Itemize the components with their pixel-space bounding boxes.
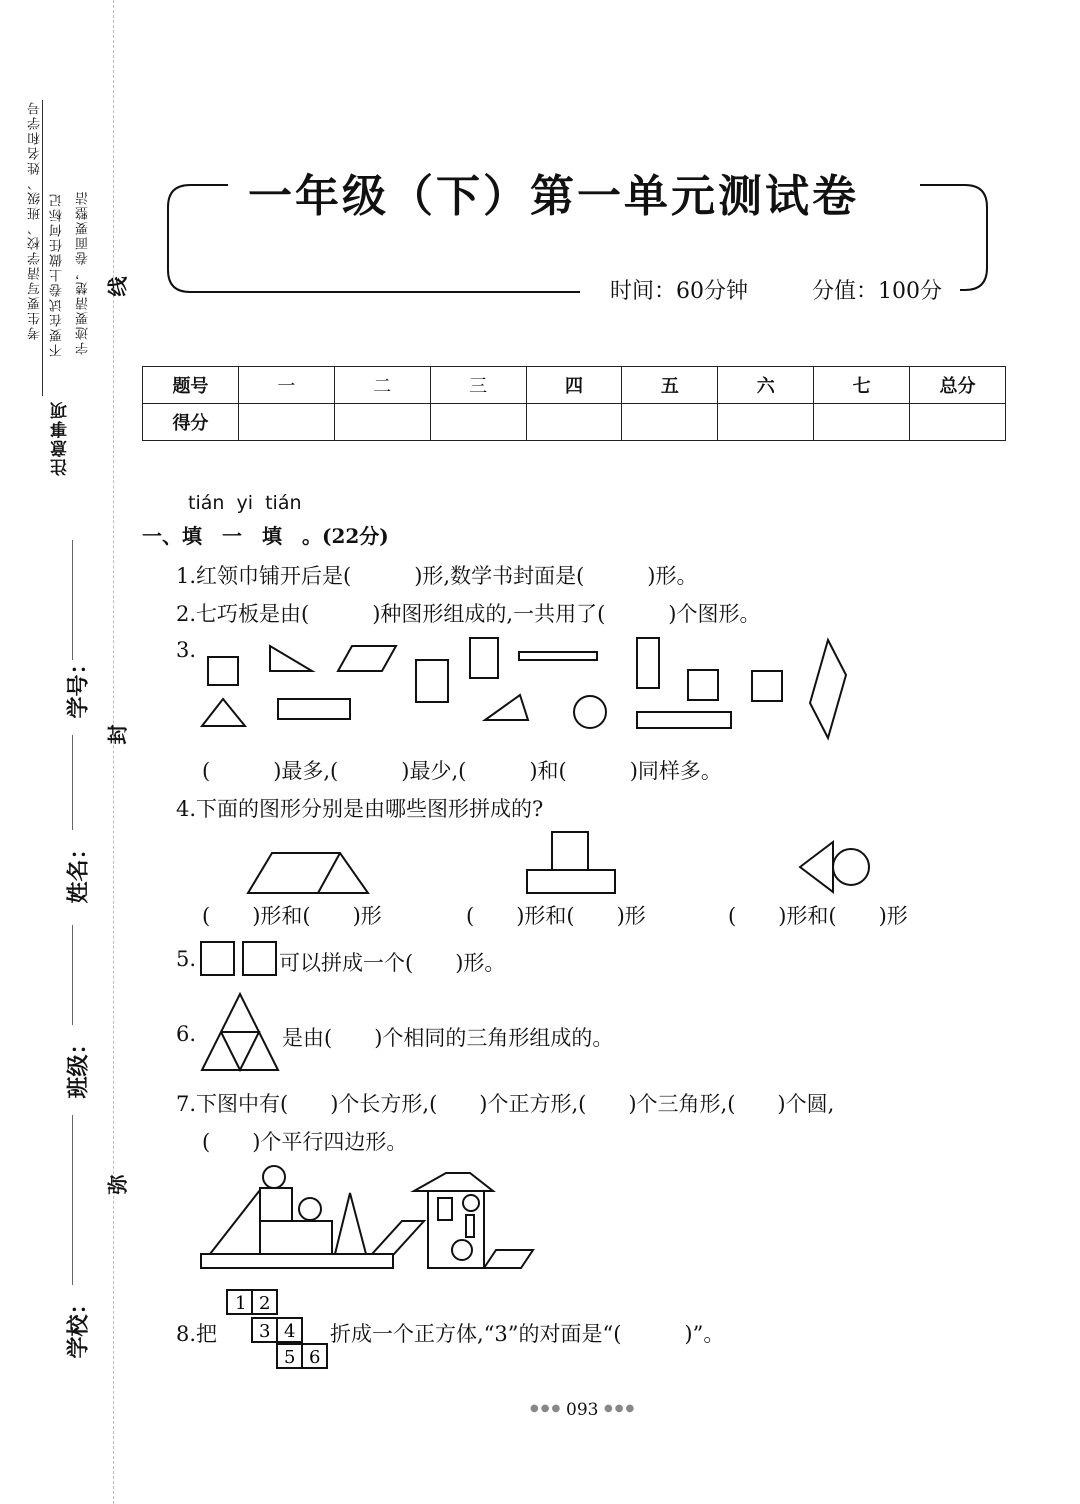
question-3-number: 3. (176, 638, 197, 662)
cut-mark-mi: 弥 (105, 1174, 130, 1195)
notice-line-2: 不要在试卷上做任何标记 (50, 192, 65, 357)
table-cell: 二 (334, 367, 430, 404)
net-number: 3 (259, 1321, 271, 1342)
question-3-answer: ( )最多,( )最少,( )和( )同样多。 (202, 759, 722, 783)
table-cell: 六 (718, 367, 814, 404)
field-school: 学校： (66, 1292, 92, 1359)
cut-mark-xian: 线 (105, 276, 130, 297)
exam-time: 时间：60分钟 (610, 279, 748, 304)
question-7-line-1: 7.下图中有( )个长方形,( )个正方形,( )个三角形,( )个圆, (176, 1092, 835, 1116)
question-2: 2.七巧板是由( )种图形组成的,一共用了( )个图形。 (176, 602, 761, 626)
net-number: 2 (259, 1293, 271, 1314)
page-number-decor: ●●● (604, 1403, 637, 1414)
question-5-number: 5. (176, 947, 197, 971)
field-class: 班级： (66, 1032, 92, 1099)
section-title: 一、填 一 填 。(22分) (142, 524, 389, 548)
net-number: 4 (284, 1321, 296, 1342)
field-student-id: 学号： (66, 652, 92, 719)
section-pinyin: tián yi tián (188, 492, 302, 514)
page-title: 一年级（下）第一单元测试卷 (248, 171, 859, 222)
question-4-answer-3: ( )形和( )形 (728, 904, 908, 928)
cut-mark-feng: 封 (105, 724, 130, 745)
table-cell: 得分 (143, 404, 239, 441)
page-number-decor: ●●● (530, 1403, 563, 1414)
table-cell: 七 (814, 367, 910, 404)
page-number: 093 (566, 1400, 599, 1420)
table-cell: 题号 (143, 367, 239, 404)
question-6-number: 6. (176, 1022, 197, 1046)
question-4-answer-1: ( )形和( )形 (202, 904, 382, 928)
notice-line-1: 考生要写清学校、班级、姓名和学号 (28, 100, 43, 340)
table-cell: 三 (430, 367, 526, 404)
question-6-text: 是由( )个相同的三角形组成的。 (282, 1026, 614, 1050)
exam-score: 分值：100分 (812, 279, 942, 304)
notice-title: 注意事项 (51, 400, 71, 476)
table-cell: 四 (526, 367, 622, 404)
net-number: 1 (235, 1293, 247, 1314)
table-cell: 一 (238, 367, 334, 404)
question-8-text: 折成一个正方体,“3”的对面是“( )”。 (330, 1322, 725, 1346)
table-cell: 总分 (910, 367, 1006, 404)
notice-line-3: 字迹要清楚，卷面要整洁 (76, 190, 91, 355)
question-8-number: 8.把 (176, 1322, 218, 1346)
question-1: 1.红领巾铺开后是( )形,数学书封面是( )形。 (176, 564, 698, 588)
field-name: 姓名： (66, 837, 92, 904)
net-number: 6 (309, 1347, 321, 1368)
question-4-answer-2: ( )形和( )形 (466, 904, 646, 928)
question-4: 4.下面的图形分别是由哪些图形拼成的? (176, 797, 544, 821)
question-5-text: 可以拼成一个( )形。 (279, 951, 506, 975)
net-number: 5 (284, 1347, 296, 1368)
table-cell: 五 (622, 367, 718, 404)
question-7-line-2: ( )个平行四边形。 (202, 1130, 408, 1154)
